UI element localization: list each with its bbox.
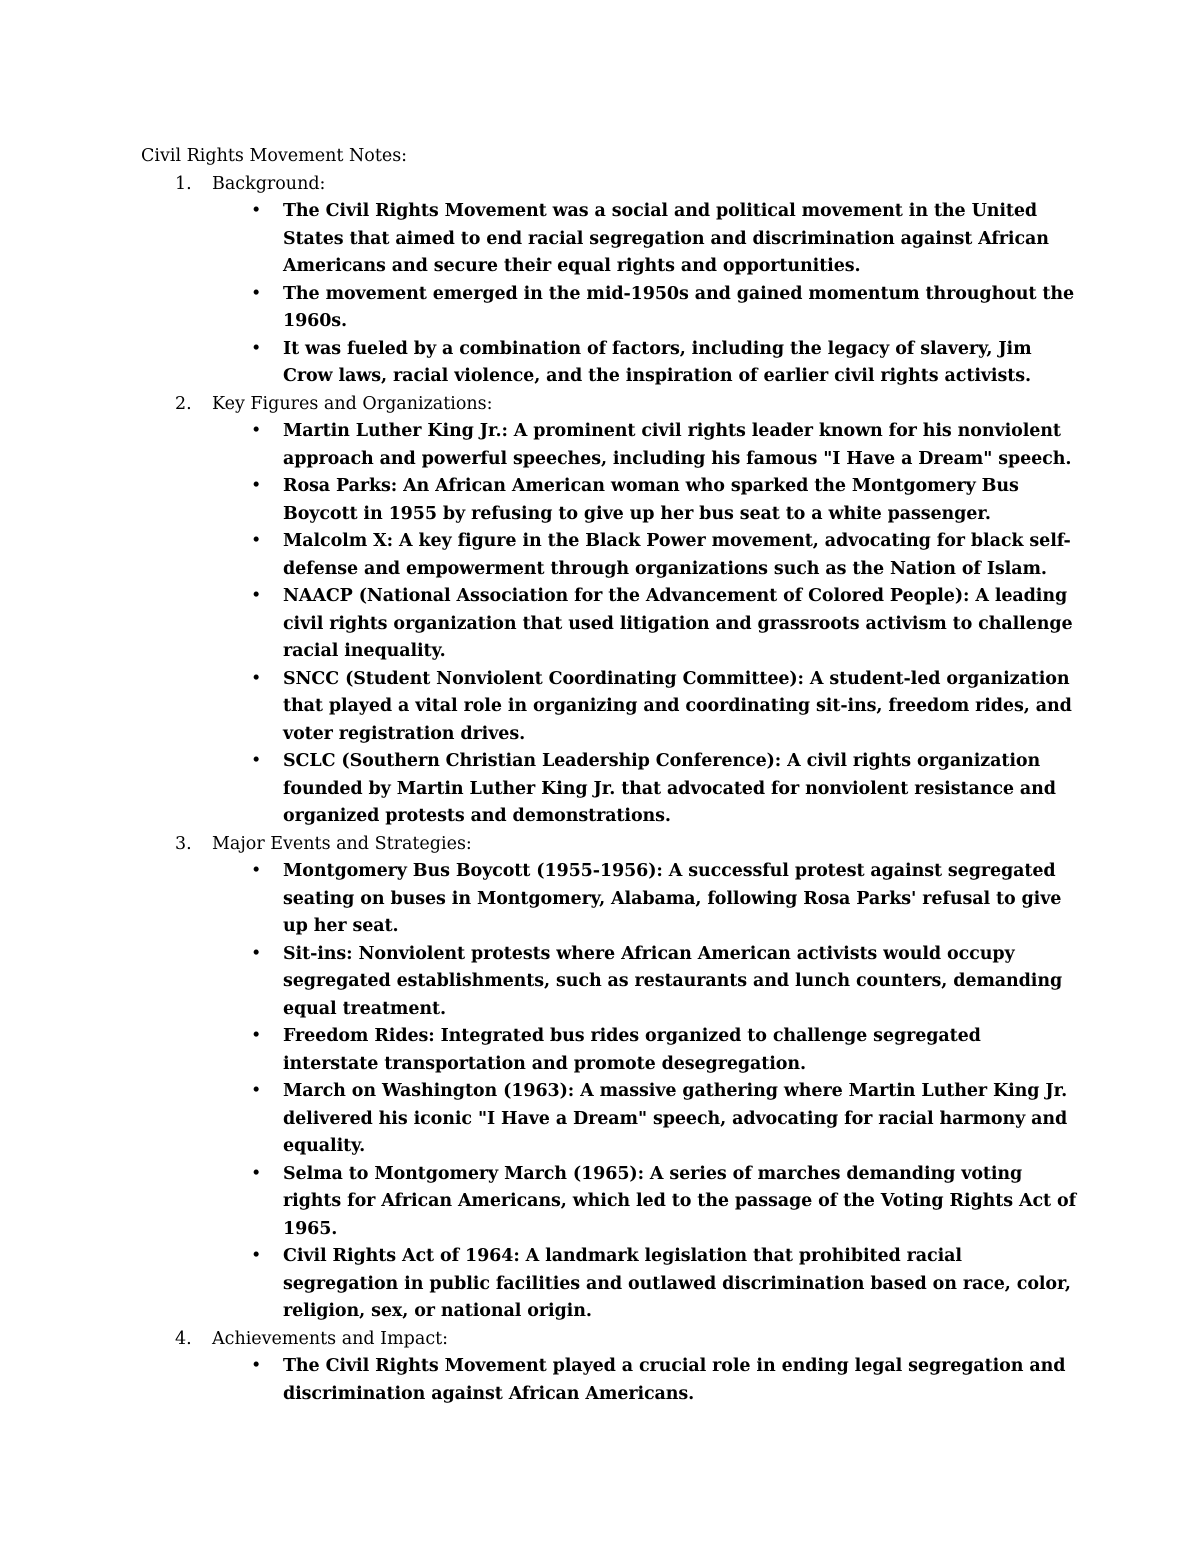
document-page: [141, 143, 1081, 1408]
section-number: 1.: [175, 173, 192, 194]
bullet-icon: •: [251, 1246, 262, 1266]
section-heading: [175, 831, 1081, 859]
section-achievements: [141, 1326, 1081, 1409]
section-number: 3.: [175, 833, 192, 854]
section-heading-text: Achievements and Impact:: [212, 1328, 449, 1349]
list-item: • Sit-ins: Nonviolent protests where African American activists would occupy segregated establishments, such as restaurants and lunch counters, demanding equal treatment.: [283, 941, 1081, 1024]
bullet-icon: •: [251, 201, 262, 221]
bullet-icon: •: [251, 586, 262, 606]
section-heading-text: Background:: [212, 173, 326, 194]
list-item: • It was fueled by a combination of factors, including the legacy of slavery, Jim Crow laws, racial violence, and the inspiration of earlier civil rights activists.: [283, 336, 1081, 391]
list-item: • The Civil Rights Movement played a crucial role in ending legal segregation and discrimination against African Americans.: [283, 1353, 1081, 1408]
bullet-icon: •: [251, 861, 262, 881]
list-item: • NAACP (National Association for the Advancement of Colored People): A leading civil rights organization that used litigation and grassroots activism to challenge racial inequality.: [283, 583, 1081, 666]
section-heading: [175, 391, 1081, 419]
list-item: • SNCC (Student Nonviolent Coordinating Committee): A student-led organization that played a vital role in organizing and coordinating sit-ins, freedom rides, and voter registration drives.: [283, 666, 1081, 749]
bullet-icon: •: [251, 283, 262, 304]
document-title: Civil Rights Movement Notes:: [141, 146, 408, 166]
section-heading-text: Major Events and Strategies:: [212, 833, 472, 854]
bullet-icon: •: [251, 1163, 262, 1184]
bullet-icon: •: [251, 476, 262, 496]
list-item: • Selma to Montgomery March (1965): A series of marches demanding voting rights for African Americans, which led to the passage of the Voting Rights Act of 1965.: [283, 1161, 1081, 1244]
bullet-icon: •: [251, 943, 262, 964]
bullet-list: [212, 1353, 1081, 1408]
list-item: • Freedom Rides: Integrated bus rides organized to challenge segregated interstate transportation and promote desegregation.: [283, 1023, 1081, 1078]
list-item: • Rosa Parks: An African American woman who sparked the Montgomery Bus Boycott in 1955 by refusing to give up her bus seat to a white passenger.: [283, 473, 1081, 528]
list-item: • March on Washington (1963): A massive gathering where Martin Luther King Jr. delivered his iconic "I Have a Dream" speech, advocating for racial harmony and equality.: [283, 1078, 1081, 1161]
bullet-icon: •: [251, 531, 262, 551]
section-heading: [175, 1326, 1081, 1354]
list-item: • Montgomery Bus Boycott (1955-1956): A successful protest against segregated seating on buses in Montgomery, Alabama, following Rosa Parks' refusal to give up her seat.: [283, 858, 1081, 941]
section-key-figures: [141, 391, 1081, 831]
list-item: • Civil Rights Act of 1964: A landmark legislation that prohibited racial segregation in public facilities and outlawed discrimination based on race, color, religion, sex, or national origin.: [283, 1243, 1081, 1326]
list-item: • The movement emerged in the mid-1950s and gained momentum throughout the 1960s.: [283, 281, 1081, 336]
list-item: • SCLC (Southern Christian Leadership Conference): A civil rights organization founded by Martin Luther King Jr. that advocated for nonviolent resistance and organized protests and demonstrations.: [283, 748, 1081, 831]
section-heading: [175, 171, 1081, 199]
section-background: [141, 171, 1081, 391]
bullet-icon: •: [251, 668, 262, 689]
bullet-icon: •: [251, 751, 262, 771]
list-item: • Malcolm X: A key figure in the Black Power movement, advocating for black self-defense and empowerment through organizations such as the Nation of Islam.: [283, 528, 1081, 583]
list-item: • Martin Luther King Jr.: A prominent civil rights leader known for his nonviolent approach and powerful speeches, including his famous "I Have a Dream" speech.: [283, 418, 1081, 473]
bullet-icon: •: [251, 338, 262, 359]
bullet-icon: •: [251, 1026, 262, 1046]
bullet-list: [212, 198, 1081, 391]
bullet-icon: •: [251, 421, 262, 441]
section-number: 2.: [175, 393, 192, 414]
bullet-list: [212, 418, 1081, 831]
bullet-list: [212, 858, 1081, 1326]
section-number: 4.: [175, 1328, 192, 1349]
bullet-icon: •: [251, 1356, 262, 1376]
list-item: • The Civil Rights Movement was a social and political movement in the United States that aimed to end racial segregation and discrimination against African Americans and secure their equal rights and opportunities.: [283, 198, 1081, 281]
bullet-icon: •: [251, 1081, 262, 1101]
section-major-events: [141, 831, 1081, 1326]
section-heading-text: Key Figures and Organizations:: [212, 393, 493, 414]
